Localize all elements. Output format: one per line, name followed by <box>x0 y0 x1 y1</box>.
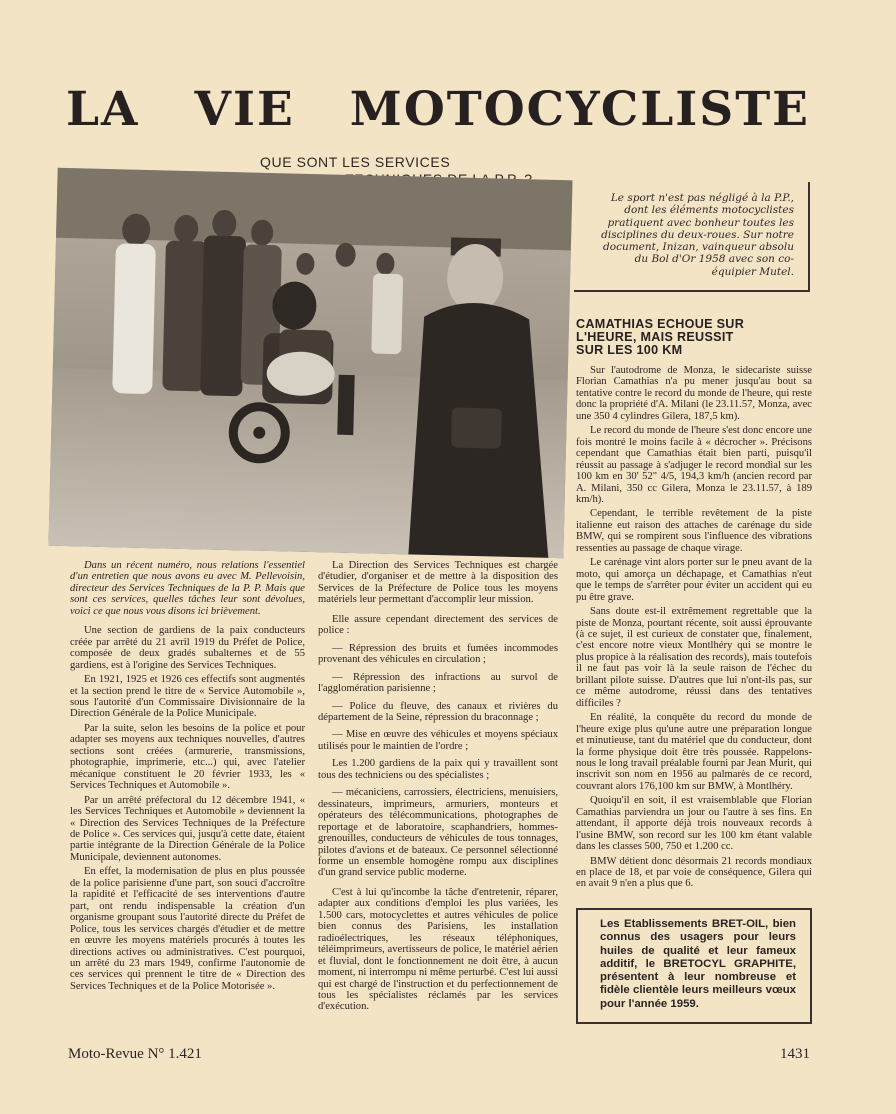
paragraph: Cependant, le terrible revêtement de la piste italienne eut raison des attaches de carénage du side BMW, qui se rompirent sous l'influence des vibrations ressenties au passage de chaque virage. <box>576 508 812 554</box>
paragraph: Les 1.200 gardiens de la paix qui y travaillent sont tous des techniciens ou des spécialistes ; <box>318 758 558 781</box>
page-title <box>66 80 810 140</box>
list-item: — Mise en œuvre des véhicules et moyens spéciaux utilisés pour le maintien de l'ordre ; <box>318 729 558 752</box>
headline-line: SUR LES 100 KM <box>576 343 683 357</box>
headline-line: CAMATHIAS ECHOUE SUR <box>576 317 745 331</box>
paragraph: C'est à lui qu'incombe la tâche d'entretenir, réparer, adapter aux conditions d'emploi les plus variées, les 1.500 cars, motocyclettes et autres véhicules de police bien connus des Parisiens, les installation radioélectriques, les réseaux téléphoniques, téléimprimeurs, avertisseurs de police, le matériel aérien et fluvial, dont le fonctionnement ne doit être, à aucun moment, ni interrompu ni même perturbé. C'est lui aussi qui est chargé de l'instruction et du perfectionnement de tous les spécialistes réclamés par les services d'exécution. <box>318 886 558 1013</box>
article-column-1 <box>70 560 305 995</box>
paragraph: En réalité, la conquête du record du monde de l'heure exige plus qu'une autre une préparation longue et minutieuse, tant du matériel que du conducteur, dont la forme physique doit être très poussée. Rappelons-nous le long travail préalable fourni par Jean Murit, qui inscrivit son nom en 1956 au palmarès de ce record, couvrant alors 176,100 km sur BMW, à Montlhéry. <box>576 712 812 792</box>
paragraph: Le carénage vint alors porter sur le pneu avant de la moto, qui amorça un déchapage, et Camathias n'eut que le temps de s'arrêter pour éviter un accident qui eu pu être grave. <box>576 557 812 603</box>
article-column-2 <box>318 560 558 1016</box>
paragraph: Sur l'autodrome de Monza, le sidecariste suisse Florian Camathias n'a pu mener jusqu'au bout sa tentative contre le record du monde de l'heure, qui reste donc la propriété d'A. Milani (le 23.11.57, Monza, avec une 350 4 cylindres Gilera, 187,5 km). <box>576 365 812 422</box>
paragraph: Par la suite, selon les besoins de la police et pour adapter ses moyens aux techniques nouvelles, d'autres sections sont créées (armurerie, transmissions, photographie, imprimerie, etc...) qui, avec l'atelier mécanique constituent le 20 février 1933, les « Services Techniques et Automobile ». <box>70 722 305 792</box>
paragraph: En effet, la modernisation de plus en plus poussée de la police parisienne d'une part, son souci d'accroître la rapidité et l'efficacité de ses interventions d'autre part, ont rendu indispensable la création d'un organisme groupant sous l'autorité directe du Préfet de Police, tous les services chargés d'étudier et de mettre en œuvre les moyens matériels procurés à toutes les directions actives ou administratives. C'est pourquoi, un arrêté du 23 mars 1949, confirme l'autonomie de ces services qui prennent le titre de « Direction des Services Techniques et de la Police Motorisée ». <box>70 866 305 992</box>
camathias-headline <box>576 318 812 357</box>
subtitle-line-1: QUE SONT LES SERVICES <box>260 154 451 170</box>
paragraph: BMW détient donc désormais 21 records mondiaux en place de 18, et par voie de conséquence, Gilera qui en avait 9 n'en a plus que 6. <box>576 855 812 890</box>
photo-motorcycle-icon <box>48 168 572 558</box>
magazine-issue: Moto-Revue N° 1.421 <box>68 1046 202 1062</box>
paragraph: Quoiqu'il en soit, il est vraisemblable que Florian Camathias parviendra un jour ou l'autre à ses fins. En attendant, il apporte déjà trois nouveaux records à l'usine BMW, son record sur les 100 km étant valable dans les classes 500, 750 et 1.200 cc. <box>576 795 812 853</box>
article-intro: Dans un récent numéro, nous relations l'essentiel d'un entretien que nous avons eu avec M. Pellevoisin, directeur des Services Techniques de la P. P. Mais que sont ces services, quelles tâches leur sont dévolues, voici ce que nous vous disons ici brièvement. <box>70 560 305 617</box>
paragraph: Le record du monde de l'heure s'est donc encore une fois montré le moins facile à « décrocher ». Précisons cependant que Camathias était bien parti, puisqu'il réussit au passage à s'adjuger le record mondial sur les 100 km en 30' 52" 4/5, 194,3 km/h (ancien record par A. Milani, 350 cc Gilera, Monza le 23.11.57, à 189 km/h). <box>576 425 812 505</box>
headline-line: L'HEURE, MAIS REUSSIT <box>576 330 734 344</box>
paragraph: En 1921, 1925 et 1926 ces effectifs sont augmentés et la section prend le titre de « Service Automobile », sous l'autorité d'un Commissaire Divisionnaire de la Direction Générale de la Police Municipale. <box>70 674 305 720</box>
paragraph: Sans doute est-il extrêmement regrettable que la piste de Monza, pourtant récente, soit aussi éprouvante (à ce sujet, il est curieux de constater que, finalement, c'est encore notre vieux Montlhéry qui se montre le plus propice à la réalisation des records), mais toutefois il ne faut pas voir là la seule raison de l'échec du brillant pilote suisse. D'autres que lui n'ont-ils pas, sur ce même autodrome, réussi dans des tentatives difficiles ? <box>576 606 812 709</box>
list-item: — Répression des bruits et fumées incommodes provenant des véhicules en circulation ; <box>318 642 558 666</box>
page-number: 1431 <box>780 1046 810 1062</box>
paragraph: Une section de gardiens de la paix conducteurs créée par arrêté du 21 avril 1919 du Préfet de Police, composée de deux gradés subalternes et de 55 gardiens, est à l'origine des Services Techniques. <box>70 625 305 671</box>
photo-caption-box <box>574 182 810 292</box>
advertisement-box <box>576 908 812 1024</box>
title-word-2: VIE <box>194 82 295 137</box>
photo-illustration <box>48 168 572 558</box>
photo-caption: Le sport n'est pas négligé à la P.P., dont les éléments motocyclistes pratiquent avec bonheur toutes les disciplines du deux-roues. Sur notre document, Inizan, vainqueur absolu du Bol d'Or 1958 avec son co-équipier Mutel. <box>601 192 794 278</box>
list-item: — mécaniciens, carrossiers, électriciens, menuisiers, dessinateurs, imprimeurs, armuriers, monteurs et opérateurs des télécommunications, photographes de reportage et de laboratoire, scaphandriers, hommes-grenouilles, conducteurs de véhicules de tous tonnages, pilotes d'avions et de bateaux. Ce personnel sélectionné forme un ensemble homogène rompu aux disciplines d'un grand service public moderne. <box>318 787 558 879</box>
advertisement-text: Les Etablissements BRET-OIL, bien connus des usagers pour leurs huiles de qualité et leur fameux additif, le BRETOCYL GRAPHITE, présentent à leur nombreuse et fidèle clientèle leurs meilleurs vœux pour l'année 1959. <box>600 918 796 1010</box>
list-item: — Police du fleuve, des canaux et rivières du département de la Seine, répression du braconnage ; <box>318 700 558 723</box>
paragraph: La Direction des Services Techniques est chargée d'étudier, d'organiser et de mettre à la disposition des Services de la Préfecture de Police tous les moyens matériels leur permettant d'accomplir leur mission. <box>318 560 558 606</box>
title-word-1: LA <box>66 82 140 137</box>
title-word-3: MOTOCYCLISTE <box>349 82 810 137</box>
paragraph: Elle assure cependant directement des services de police : <box>318 613 558 637</box>
list-item: — Répression des infractions au survol de l'agglomération parisienne ; <box>318 671 558 695</box>
paragraph: Par un arrêté préfectoral du 12 décembre 1941, « les Services Techniques et Automobile » deviennent la « Direction des Services Techniques de la Préfecture de Police ». Ces services qui, jusqu'à cette date, étaient partie intégrante de la Direction Générale de la Police Municipale, deviennent autonomes. <box>70 794 305 863</box>
camathias-article <box>576 318 812 893</box>
